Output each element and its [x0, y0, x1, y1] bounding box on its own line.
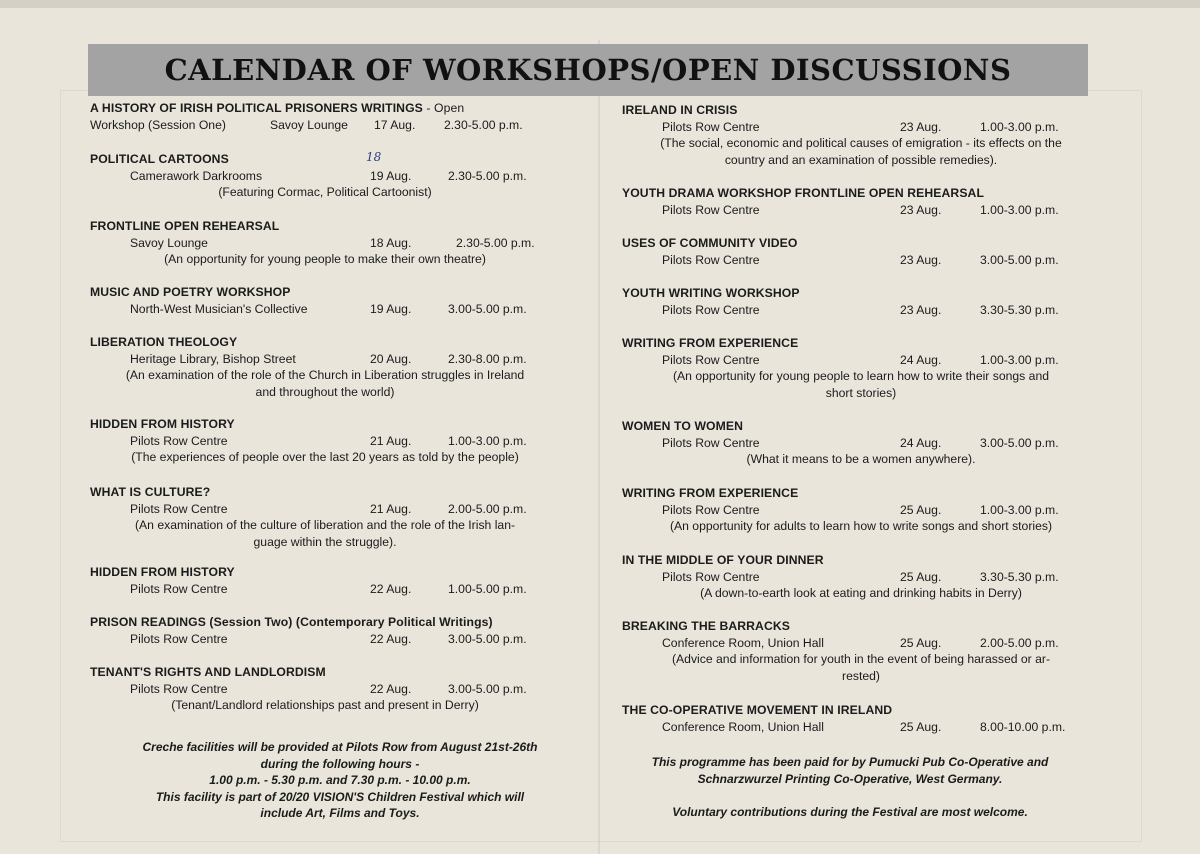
event-title: YOUTH DRAMA WORKSHOP FRONTLINE OPEN REHEARSAL — [622, 186, 985, 200]
event-community-video — [622, 235, 1100, 268]
event-title: MUSIC AND POETRY WORKSHOP — [90, 285, 291, 299]
event-date: 19 Aug. — [370, 168, 412, 183]
event-women-to-women — [622, 418, 1100, 468]
event-title: IRELAND IN CRISIS — [622, 103, 738, 117]
event-description: (What it means to be a women anywhere). — [746, 452, 976, 466]
page-title: CALENDAR OF WORKSHOPS/OPEN DISCUSSIONS — [164, 53, 1012, 87]
event-venue: Pilots Row Centre — [662, 252, 760, 267]
creche-note-line: Creche facilities will be provided at Pilots Row from August 21st-26th — [142, 740, 538, 754]
contributions-note: Voluntary contributions during the Festival are most welcome. — [672, 805, 1028, 819]
page-top-edge — [0, 0, 1200, 8]
event-title: HIDDEN FROM HISTORY — [90, 417, 235, 431]
event-date: 22 Aug. — [370, 581, 412, 596]
event-hidden-from-history-2 — [90, 564, 560, 597]
event-venue: Camerawork Darkrooms — [130, 168, 263, 183]
event-venue: Pilots Row Centre — [662, 119, 760, 134]
event-continuation: Workshop (Session One) — [90, 117, 226, 132]
event-title: WOMEN TO WOMEN — [622, 419, 744, 433]
event-date: 25 Aug. — [900, 635, 942, 650]
event-date: 25 Aug. — [900, 502, 942, 517]
event-time: 2.30-8.00 p.m. — [448, 351, 527, 366]
event-description: short stories) — [825, 385, 897, 400]
event-venue: Pilots Row Centre — [130, 433, 228, 448]
event-title: THE CO-OPERATIVE MOVEMENT IN IRELAND — [622, 703, 893, 717]
creche-note — [90, 739, 590, 822]
event-hidden-from-history-1 — [90, 416, 560, 466]
event-time: 3.30-5.30 p.m. — [980, 302, 1059, 317]
event-youth-writing-workshop — [622, 285, 1100, 318]
event-venue: Pilots Row Centre — [662, 202, 760, 217]
event-time: 1.00-3.00 p.m. — [980, 352, 1059, 367]
event-co-operative-movement — [622, 702, 1100, 735]
event-description: (The social, economic and political causes of emigration - its effects on the — [660, 136, 1062, 150]
event-liberation-theology — [90, 334, 560, 400]
event-time: 3.00-5.00 p.m. — [980, 252, 1059, 267]
event-time: 8.00-10.00 p.m. — [980, 719, 1066, 734]
event-music-poetry-workshop — [90, 284, 560, 317]
event-time: 1.00-3.00 p.m. — [980, 119, 1059, 134]
event-venue: Pilots Row Centre — [130, 501, 228, 516]
event-time: 1.00-5.00 p.m. — [448, 581, 527, 596]
event-time: 2.00-5.00 p.m. — [448, 501, 527, 516]
event-description: (An examination of the culture of liberation and the role of the Irish lan- — [134, 518, 516, 532]
event-description: rested) — [842, 668, 880, 683]
event-time: 3.00-5.00 p.m. — [448, 631, 527, 646]
event-venue: Pilots Row Centre — [130, 581, 228, 596]
event-time: 2.00-5.00 p.m. — [980, 635, 1059, 650]
creche-note-line: This facility is part of 20/20 VISION'S Children Festival which will — [155, 789, 525, 804]
event-date: 23 Aug. — [900, 302, 942, 317]
event-history-prisoners-writings — [90, 100, 560, 133]
event-venue: Conference Room, Union Hall — [662, 635, 824, 650]
event-time: 3.00-5.00 p.m. — [980, 435, 1059, 450]
event-venue: Pilots Row Centre — [662, 569, 760, 584]
event-date: 21 Aug. — [370, 501, 412, 516]
event-venue: Conference Room, Union Hall — [662, 719, 824, 734]
event-time: 1.00-3.00 p.m. — [980, 502, 1059, 517]
event-title: IN THE MIDDLE OF YOUR DINNER — [622, 553, 824, 567]
event-description: (Advice and information for youth in the event of being harassed or ar- — [671, 652, 1051, 666]
event-date: 21 Aug. — [370, 433, 412, 448]
title-banner — [88, 44, 1088, 96]
event-title: WRITING FROM EXPERIENCE — [622, 336, 799, 350]
event-venue: Pilots Row Centre — [130, 631, 228, 646]
event-venue: Pilots Row Centre — [662, 502, 760, 517]
event-title: WHAT IS CULTURE? — [90, 485, 211, 499]
event-tenants-rights — [90, 664, 560, 714]
event-title: PRISON READINGS (Session Two) (Contemporary Political Writings) — [90, 615, 493, 629]
creche-note-line: include Art, Films and Toys. — [260, 806, 420, 820]
event-description: (Tenant/Landlord relationships past and present in Derry) — [171, 698, 479, 712]
event-title: WRITING FROM EXPERIENCE — [622, 486, 799, 500]
event-prison-readings — [90, 614, 560, 647]
event-middle-of-your-dinner — [622, 552, 1100, 602]
event-time: 2.30-5.00 p.m. — [448, 168, 527, 183]
event-time: 3.00-5.00 p.m. — [448, 681, 527, 696]
event-description: guage within the struggle). — [253, 534, 397, 549]
event-date: 22 Aug. — [370, 681, 412, 696]
event-time: 1.00-3.00 p.m. — [448, 433, 527, 448]
event-description: (The experiences of people over the last 20 years as told by the people) — [131, 450, 519, 464]
event-description: (A down-to-earth look at eating and drinking habits in Derry) — [700, 586, 1022, 600]
event-title: FRONTLINE OPEN REHEARSAL — [90, 219, 280, 233]
event-writing-from-experience-young — [622, 335, 1100, 401]
event-date: 24 Aug. — [900, 435, 942, 450]
creche-note-line: 1.00 p.m. - 5.30 p.m. and 7.30 p.m. - 10.00 p.m. — [209, 773, 471, 787]
event-description: country and an examination of possible remedies). — [724, 152, 998, 167]
event-date: 17 Aug. — [374, 117, 416, 132]
event-description: (An opportunity for young people to make their own theatre) — [164, 252, 486, 266]
event-breaking-the-barracks — [622, 618, 1100, 684]
event-description: and throughout the world) — [255, 384, 395, 399]
event-date: 25 Aug. — [900, 569, 942, 584]
event-date: 18 Aug. — [370, 235, 412, 250]
event-date: 22 Aug. — [370, 631, 412, 646]
event-youth-drama-workshop — [622, 185, 1100, 218]
event-description: (An examination of the role of the Church in Liberation struggles in Ireland — [125, 368, 525, 382]
handwritten-correction: 18 — [366, 150, 382, 164]
event-political-cartoons — [90, 151, 560, 201]
event-date: 25 Aug. — [900, 719, 942, 734]
funding-note — [610, 754, 1090, 787]
page-fold — [598, 40, 600, 854]
event-date: 24 Aug. — [900, 352, 942, 367]
event-writing-from-experience-adults — [622, 485, 1100, 535]
event-date: 23 Aug. — [900, 202, 942, 217]
event-description: (Featuring Cormac, Political Cartoonist) — [218, 185, 432, 199]
event-time: 1.00-3.00 p.m. — [980, 202, 1059, 217]
funding-note-line: Schnarzwurzel Printing Co-Operative, West Germany. — [697, 771, 1003, 786]
event-venue: Pilots Row Centre — [662, 352, 760, 367]
event-time: 3.00-5.00 p.m. — [448, 301, 527, 316]
event-description: (An opportunity for adults to learn how to write songs and short stories) — [669, 519, 1053, 533]
event-title: YOUTH WRITING WORKSHOP — [622, 286, 800, 300]
event-title: BREAKING THE BARRACKS — [622, 619, 790, 633]
event-venue: Savoy Lounge — [270, 117, 348, 132]
event-title: A HISTORY OF IRISH POLITICAL PRISONERS WRITINGS — [90, 101, 423, 115]
event-title: USES OF COMMUNITY VIDEO — [622, 236, 798, 250]
funding-note-line: This programme has been paid for by Pumucki Pub Co-Operative and — [651, 755, 1049, 769]
event-venue: Savoy Lounge — [130, 235, 208, 250]
event-title-suffix: - Open — [422, 101, 465, 115]
event-title: HIDDEN FROM HISTORY — [90, 565, 235, 579]
event-what-is-culture — [90, 484, 560, 550]
event-time: 2.30-5.00 p.m. — [444, 117, 523, 132]
event-venue: Pilots Row Centre — [662, 435, 760, 450]
event-date: 23 Aug. — [900, 119, 942, 134]
event-title: LIBERATION THEOLOGY — [90, 335, 238, 349]
event-venue: Heritage Library, Bishop Street — [130, 351, 296, 366]
event-frontline-open-rehearsal — [90, 218, 560, 268]
event-date: 23 Aug. — [900, 252, 942, 267]
event-title: POLITICAL CARTOONS — [90, 152, 229, 166]
event-venue: Pilots Row Centre — [130, 681, 228, 696]
event-description: (An opportunity for young people to learn how to write their songs and — [672, 369, 1049, 383]
event-ireland-in-crisis — [622, 102, 1100, 168]
event-date: 19 Aug. — [370, 301, 412, 316]
event-venue: Pilots Row Centre — [662, 302, 760, 317]
event-title: TENANT'S RIGHTS AND LANDLORDISM — [90, 665, 326, 679]
event-time: 2.30-5.00 p.m. — [456, 235, 535, 250]
event-venue: North-West Musician's Collective — [130, 301, 308, 316]
event-time: 3.30-5.30 p.m. — [980, 569, 1059, 584]
creche-note-line: during the following hours - — [260, 756, 420, 771]
event-date: 20 Aug. — [370, 351, 412, 366]
